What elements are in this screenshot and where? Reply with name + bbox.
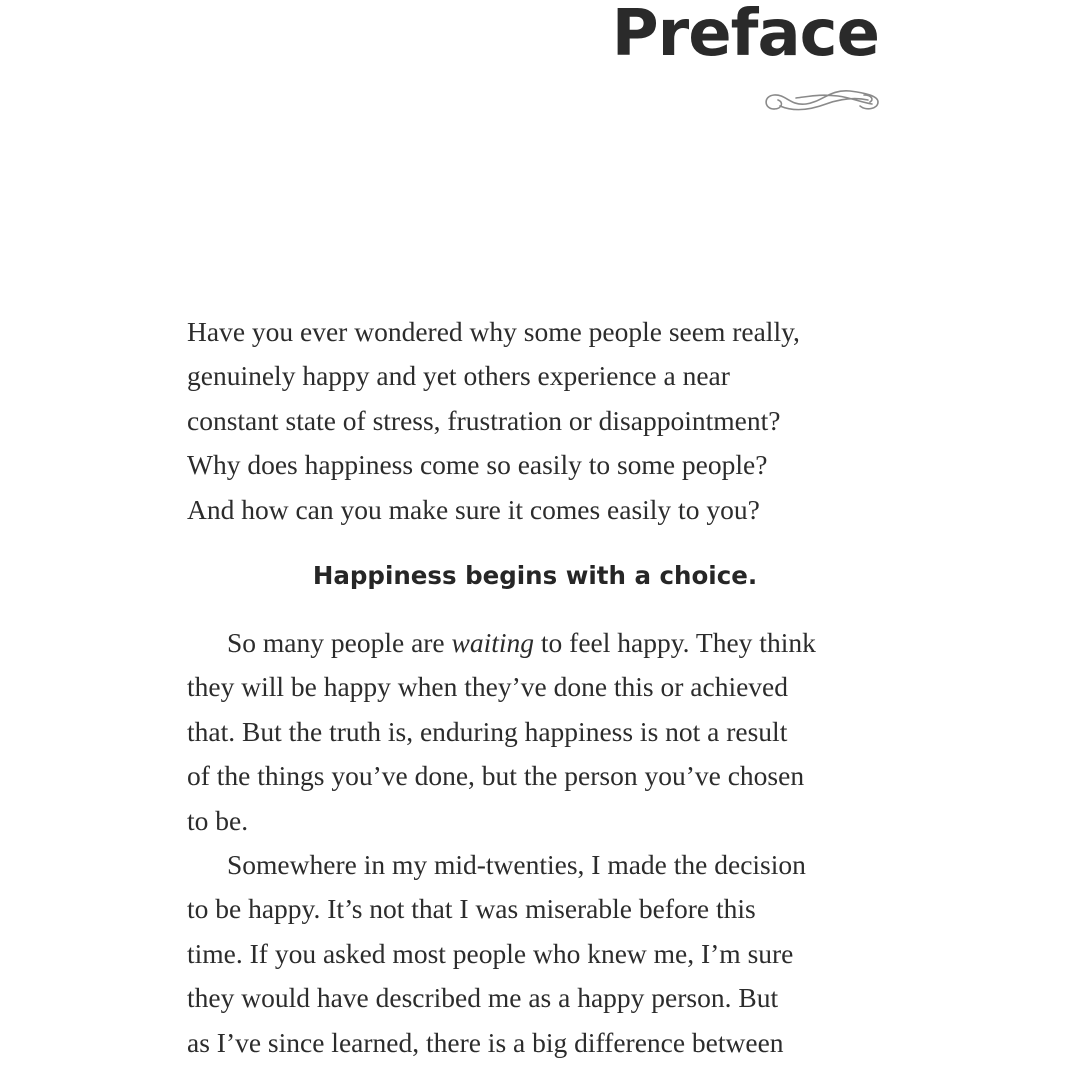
- text-line: Somewhere in my mid-twenties, I made the decision: [227, 849, 806, 880]
- text-line: Why does happiness come so easily to some people?: [187, 449, 768, 481]
- flourish-ornament-icon: [760, 82, 884, 120]
- emphasis-text: waiting: [451, 627, 535, 658]
- text-fragment: So many people are: [227, 627, 452, 658]
- text-line: as I’ve since learned, there is a big difference between: [187, 1026, 784, 1058]
- text-line: genuinely happy and yet others experience a near: [187, 360, 730, 392]
- text-line: of the things you’ve done, but the person you’ve chosen: [187, 760, 805, 792]
- text-line: time. If you asked most people who knew me, I’m sure: [187, 937, 794, 969]
- text-line: [187, 621, 887, 665]
- text-line: Have you ever wondered why some people seem really,: [187, 316, 800, 347]
- chapter-title: Preface: [611, 0, 879, 71]
- paragraph-waiting: [187, 621, 887, 843]
- text-line: that. But the truth is, enduring happiness is not a result: [187, 715, 788, 747]
- text-line: And how can you make sure it comes easily to you?: [187, 493, 760, 525]
- text-line: to be.: [187, 804, 249, 836]
- section-subheading: Happiness begins with a choice.: [312, 561, 758, 590]
- text-line: they will be happy when they’ve done this or achieved: [187, 671, 788, 703]
- paragraph-intro: [187, 310, 887, 532]
- text-line: constant state of stress, frustration or disappointment?: [187, 404, 781, 436]
- text-fragment: to feel happy. They think: [534, 627, 816, 658]
- text-line: they would have described me as a happy person. But: [187, 982, 779, 1014]
- paragraph-decision: [187, 843, 887, 1065]
- text-line: to be happy. It’s not that I was miserable before this: [187, 893, 756, 925]
